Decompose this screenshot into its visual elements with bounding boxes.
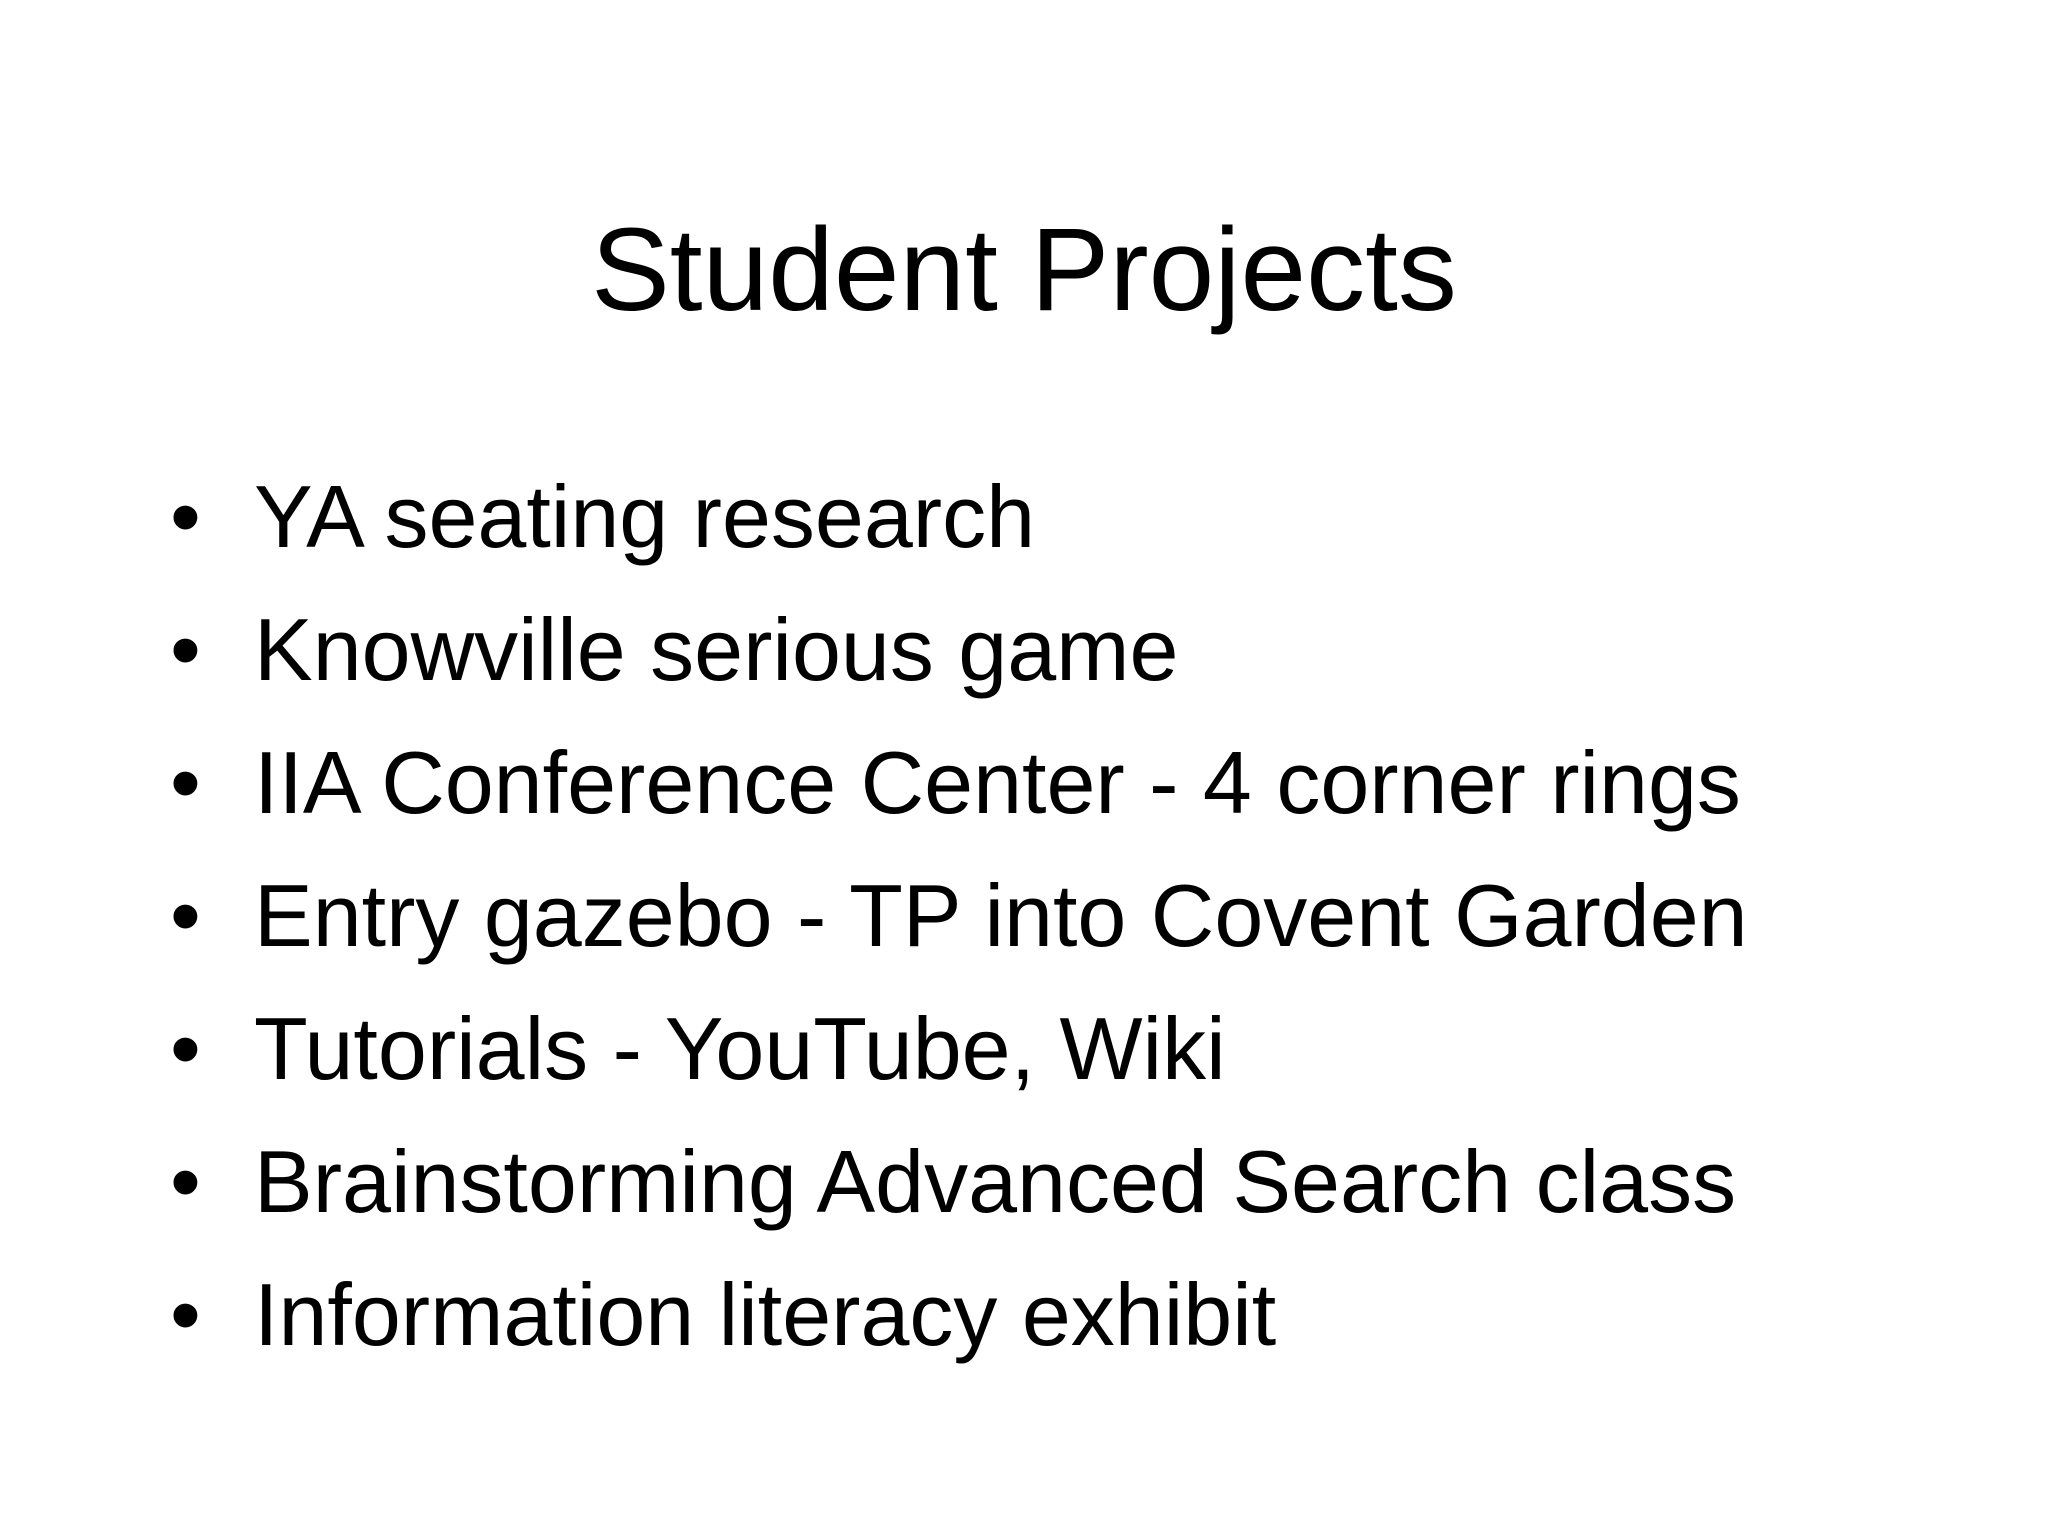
slide-title: Student Projects: [591, 204, 1457, 336]
list-item: [170, 1127, 1990, 1260]
bullet-text: Entry gazebo - TP into Covent Garden: [254, 866, 1748, 965]
bullet-list: [170, 462, 1990, 1393]
list-item: [170, 728, 1990, 861]
bullet-text: Information literacy exhibit: [254, 1265, 1277, 1364]
bullet-icon: •: [170, 467, 201, 566]
bullet-text: IIA Conference Center - 4 corner rings: [254, 733, 1741, 832]
bullet-icon: •: [170, 1265, 201, 1364]
bullet-text: Brainstorming Advanced Search class: [254, 1132, 1737, 1231]
bullet-icon: •: [170, 1132, 201, 1231]
bullet-icon: •: [170, 733, 201, 832]
bullet-icon: •: [170, 999, 201, 1098]
list-item: [170, 861, 1990, 994]
list-item: [170, 595, 1990, 728]
list-item: [170, 462, 1990, 595]
list-item: [170, 1260, 1990, 1393]
bullet-text: YA seating research: [254, 467, 1036, 566]
bullet-text: Knowville serious game: [254, 600, 1179, 699]
bullet-text: Tutorials - YouTube, Wiki: [254, 999, 1226, 1098]
bullet-icon: •: [170, 600, 201, 699]
bullet-icon: •: [170, 866, 201, 965]
list-item: [170, 994, 1990, 1127]
